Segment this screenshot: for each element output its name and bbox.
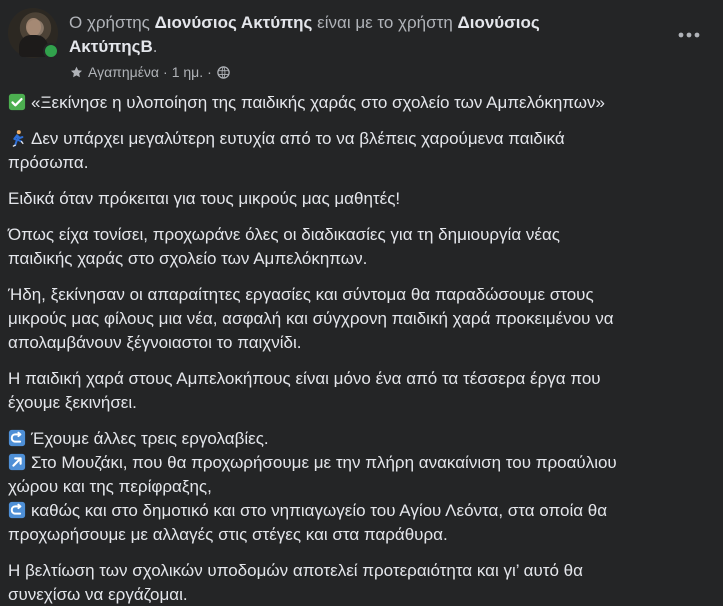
- post-text-line: [8, 307, 708, 331]
- meta-separator: ·: [207, 64, 212, 80]
- post-text-line: [8, 475, 708, 499]
- post-text: Στο Μουζάκι, που θα προχωρήσουμε με την πλήρη ανακαίνιση του προαύλιου: [31, 453, 617, 472]
- more-options-button[interactable]: [675, 21, 703, 49]
- post-paragraph: [8, 187, 708, 211]
- post-text: «Ξεκίνησε η υλοποίηση της παιδικής χαράς στο σχολείο των Αμπελόκηπων»: [31, 93, 605, 112]
- running-person-icon: [8, 129, 26, 147]
- post-text: καθώς και στο δημοτικό και στο νηπιαγωγείο του Αγίου Λεόντα, στα οποία θα: [31, 501, 608, 520]
- post-body: [8, 91, 708, 606]
- post-text-line: [8, 427, 708, 451]
- post-text-line: [8, 187, 708, 211]
- return-arrow-icon: [8, 429, 26, 447]
- post-text: έχουμε ξεκινήσει.: [8, 393, 137, 412]
- post-text-line: [8, 367, 708, 391]
- post-text-line: [8, 127, 708, 151]
- with-text: είναι με το χρήστη: [312, 13, 458, 32]
- post-header: [8, 8, 715, 84]
- author-name-link[interactable]: Διονύσιος Ακτύπης: [154, 13, 313, 32]
- up-right-arrow-icon: [8, 453, 26, 471]
- post-text-line: [8, 559, 708, 583]
- tagged-suffix: .: [152, 37, 158, 56]
- post-text-line: [8, 583, 708, 606]
- avatar[interactable]: [8, 8, 58, 58]
- post-text-line: [8, 499, 708, 523]
- post-text: Η βελτίωση των σχολικών υποδομών αποτελεί προτεραιότητα και γι’ αυτό θα: [8, 561, 583, 580]
- post-text: απολαμβάνουν ξέγνοιαστοι το παιχνίδι.: [8, 333, 302, 352]
- post-text-line: [8, 151, 708, 175]
- post-author-line: [69, 11, 629, 59]
- post-text-line: [8, 523, 708, 547]
- post-text: Όπως είχα τονίσει, προχωράνε όλες οι διαδικασίες για τη δημιουργία νέας: [8, 225, 560, 244]
- globe-icon[interactable]: [216, 65, 231, 80]
- post-text: παιδικής χαράς στο σχολείο των Αμπελόκηπων.: [8, 249, 368, 268]
- more-options-icon: [678, 31, 700, 39]
- post-text: προχωρήσουμε με αλλαγές στις στέγες και στα παράθυρα.: [8, 525, 448, 544]
- favorites-label[interactable]: Αγαπημένα: [88, 64, 160, 80]
- author-prefix: Ο χρήστης: [69, 13, 155, 32]
- post-paragraph: [8, 283, 708, 355]
- post-text: Ήδη, ξεκίνησαν οι απαραίτητες εργασίες και σύντομα θα παραδώσουμε στους: [8, 285, 594, 304]
- online-status-icon: [43, 43, 59, 59]
- post-timestamp[interactable]: 1 ημ.: [171, 64, 204, 80]
- meta-separator: ·: [163, 64, 168, 80]
- post-text: πρόσωπα.: [8, 153, 89, 172]
- post-text-line: [8, 451, 708, 475]
- post-text-line: [8, 331, 708, 355]
- post-text: συνεχίσω να εργάζομαι.: [8, 585, 188, 604]
- post-text: Έχουμε άλλες τρεις εργολαβίες.: [31, 429, 269, 448]
- post-paragraph: [8, 559, 708, 606]
- post-text: Δεν υπάρχει μεγαλύτερη ευτυχία από το να βλέπεις χαρούμενα παιδικά: [31, 129, 565, 148]
- post-text: χώρου και της περίφραξης,: [8, 477, 212, 496]
- post-text-line: [8, 283, 708, 307]
- tagged-name-link-part2[interactable]: ΑκτύπηςΒ: [69, 37, 153, 56]
- post-text: μικρούς μας φίλους μια νέα, ασφαλή και σύγχρονη παιδική χαρά προκειμένου να: [8, 309, 614, 328]
- tagged-name-link-part1[interactable]: Διονύσιος: [457, 13, 540, 32]
- post-paragraph: [8, 367, 708, 415]
- post-text-line: [8, 391, 708, 415]
- avatar-face: [26, 18, 41, 36]
- post-text-line: [8, 91, 708, 115]
- post-paragraph: [8, 91, 708, 115]
- return-arrow-icon: [8, 501, 26, 519]
- check-mark-icon: [8, 93, 26, 111]
- post-text-line: [8, 223, 708, 247]
- post-text-line: [8, 247, 708, 271]
- post-text: Η παιδική χαρά στους Αμπελοκήπους είναι μόνο ένα από τα τέσσερα έργα που: [8, 369, 601, 388]
- post-meta: [69, 62, 231, 82]
- post-paragraph: [8, 223, 708, 271]
- star-icon: [69, 65, 84, 80]
- post-paragraph: [8, 427, 708, 547]
- post-paragraph: [8, 127, 708, 175]
- post-text: Ειδικά όταν πρόκειται για τους μικρούς μας μαθητές!: [8, 189, 401, 208]
